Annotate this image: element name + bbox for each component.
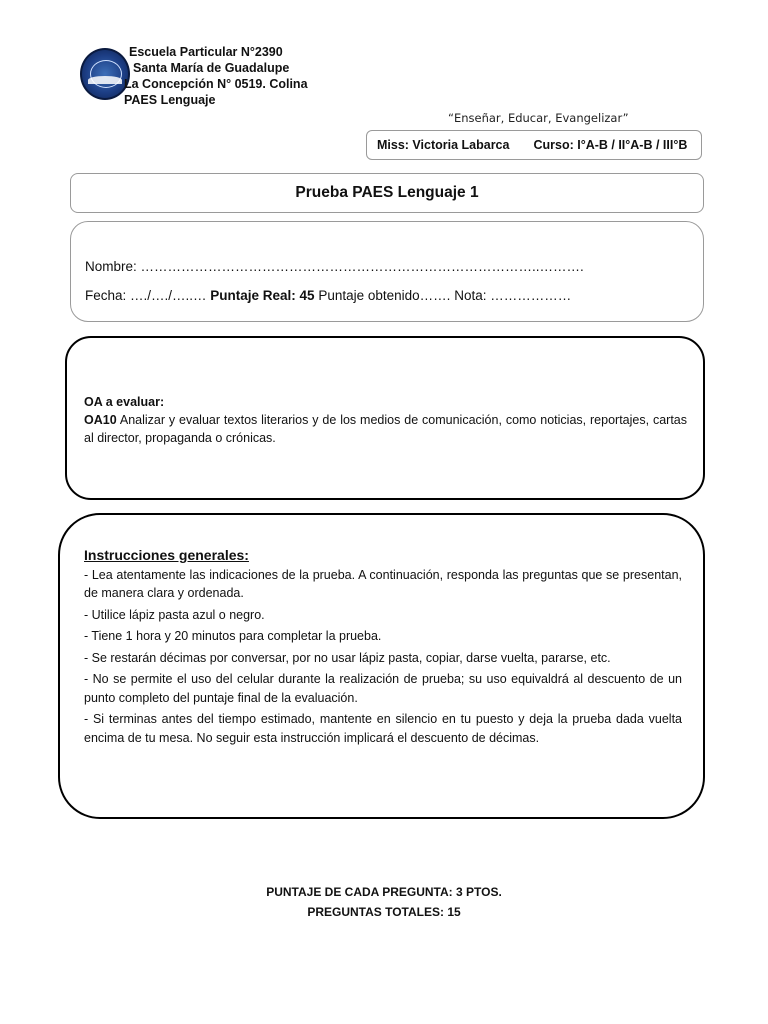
name-field[interactable]: Nombre: ……………………………………………………………………………..………. xyxy=(85,259,584,274)
points-per-question xyxy=(0,882,768,902)
score-line xyxy=(85,288,571,303)
instruction-item: - Lea atentamente las indicaciones de la prueba. A continuación, responda las preguntas que se presentan, de manera clara y ordenada. xyxy=(84,567,682,600)
instruction-item: - No se permite el uso del celular durante la realización de prueba; su uso equivaldrá al descuento de un punto completo del puntaje final de la evaluación. xyxy=(84,672,682,705)
school-motto: “Enseñar, Educar, Evangelizar” xyxy=(448,111,629,125)
instruction-item: - Se restarán décimas por conversar, por no usar lápiz pasta, copiar, darse vuelta, pararse, etc. xyxy=(84,650,611,665)
objective-code: OA10 xyxy=(84,413,117,427)
instructions-box xyxy=(58,513,705,819)
total-value: 15 xyxy=(447,905,461,919)
date-field[interactable]: Fecha: …./…./…..… xyxy=(85,288,211,303)
points-value: 3 PTOS. xyxy=(456,885,502,899)
obtained-score-field[interactable]: Puntaje obtenido……. xyxy=(318,288,451,303)
instructions-title: Instrucciones generales: xyxy=(84,547,249,563)
school-logo xyxy=(80,48,130,100)
grade-field[interactable]: Nota: ……………… xyxy=(454,288,572,303)
exam-footer xyxy=(0,882,768,922)
school-subject: PAES Lenguaje xyxy=(124,93,216,107)
school-subname: Santa María de Guadalupe xyxy=(133,61,290,75)
instruction-item: - Utilice lápiz pasta azul o negro. xyxy=(84,607,265,622)
school-address: La Concepción N° 0519. Colina xyxy=(124,77,308,91)
objective-heading: OA a evaluar: xyxy=(84,395,165,409)
instruction-item: - Si terminas antes del tiempo estimado, mantente en silencio en tu puesto y deja la prueba dada vuelta encima de tu mesa. No seguir esta instrucción implicará el descuento de décimas. xyxy=(84,712,682,745)
exam-title-box xyxy=(70,173,704,213)
logo-wave-icon xyxy=(88,76,122,84)
objective-box xyxy=(65,336,705,500)
school-header xyxy=(124,44,308,108)
objective-description: Analizar y evaluar textos literarios y de los medios de comunicación, como noticias, reportajes, cartas al director, propaganda o crónicas. xyxy=(84,413,687,445)
school-name: Escuela Particular N°2390 xyxy=(129,45,283,59)
student-info-box xyxy=(70,221,704,322)
course-label: Curso: I°A-B / II°A-B / III°B xyxy=(533,138,688,152)
instruction-item: - Tiene 1 hora y 20 minutos para completar la prueba. xyxy=(84,629,382,643)
teacher-name: Miss: Victoria Labarca xyxy=(377,138,510,152)
points-label: PUNTAJE DE CADA PREGUNTA: xyxy=(266,885,456,899)
teacher-course-box xyxy=(366,130,702,160)
total-label: PREGUNTAS TOTALES: xyxy=(307,905,448,919)
real-score-label: Puntaje Real: 45 xyxy=(210,288,315,303)
total-questions xyxy=(0,902,768,922)
objective-text xyxy=(84,411,687,447)
exam-title: Prueba PAES Lenguaje 1 xyxy=(295,184,479,201)
